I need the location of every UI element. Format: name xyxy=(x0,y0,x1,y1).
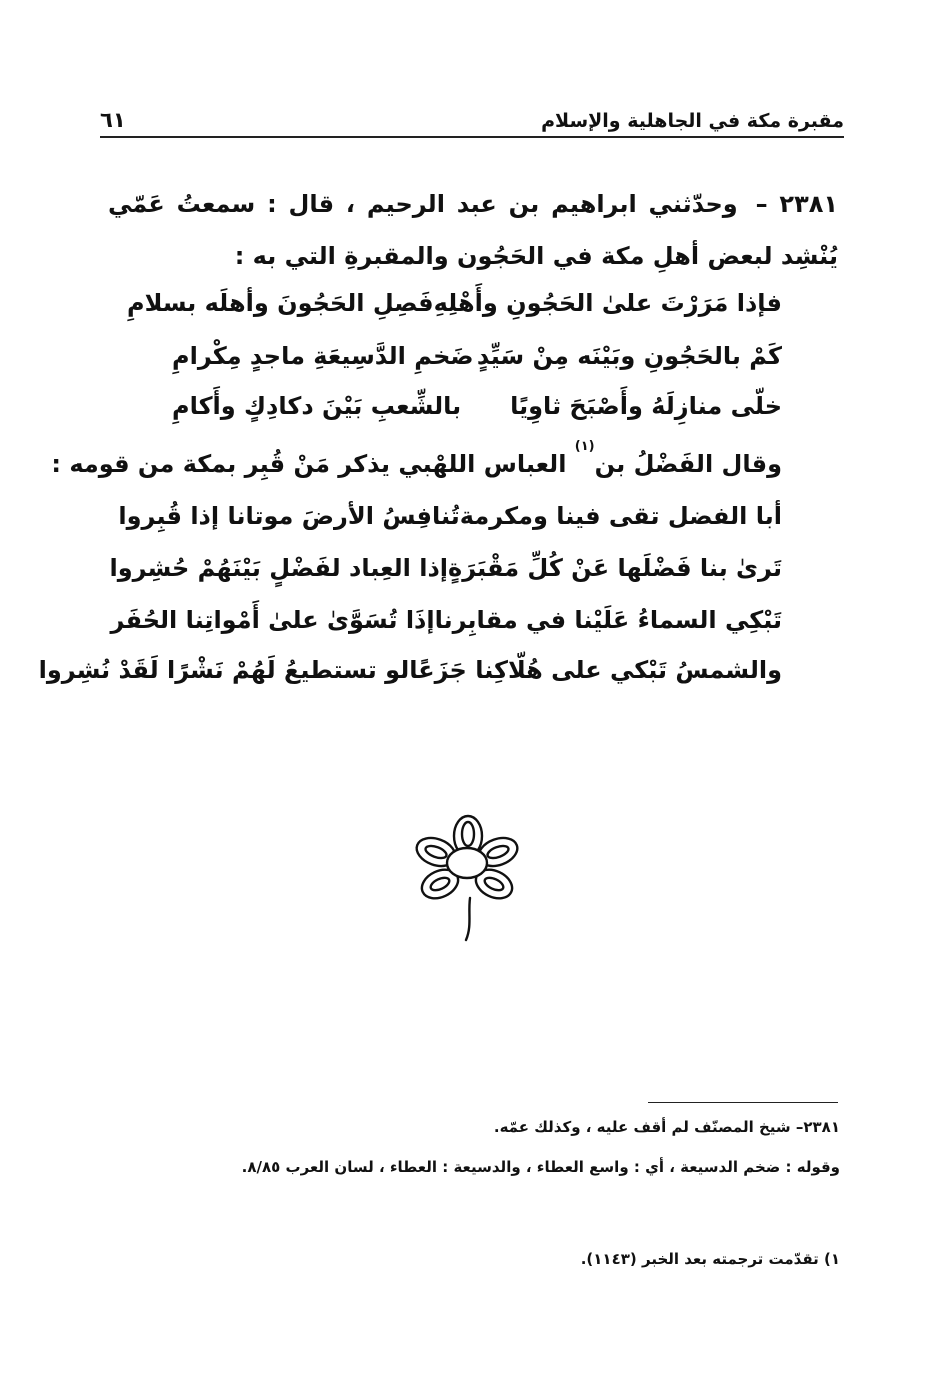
verse-first-hemistich: كَمْ بالحَجُونِ وبَيْنَه مِنْ سَيِّدٍ xyxy=(476,342,782,370)
footnote-1: ٢٣٨١– شيخ المصنّف لم أقف عليه ، وكذلك عمّه. xyxy=(493,1118,840,1136)
verse-second-hemistich: بالشِّعبِ بَيْنَ دكادِكٍ وأَكامِ xyxy=(172,392,462,420)
prose-after-ref: العباس اللهْبي يذكر مَنْ قُبِر بمكة من قومه : xyxy=(51,450,567,478)
verse-second-hemistich: إذَا تُسَوَّىٰ علىٰ أَمْواتِنا الحُفَر xyxy=(110,606,435,634)
prose-line xyxy=(51,439,782,488)
verse-second-hemistich: ضَخمِ الدَّسِيعَةِ ماجدٍ مِكْرامِ xyxy=(172,342,474,370)
verse-second-hemistich: فَصِلِ الحَجُونَ وأهلَه بسلامِ xyxy=(127,289,434,317)
poem2-verse-3 xyxy=(110,600,782,640)
poem2-verse-4 xyxy=(38,650,782,690)
page-number: ٦١ xyxy=(100,108,126,132)
verse-second-hemistich: لو تستطيعُ لَهُمْ نَشْرًا لَقَدْ نُشِروا xyxy=(38,656,410,684)
page-header xyxy=(100,96,844,138)
verse-first-hemistich: تَرىٰ بنا فَضْلَها عَنْ كُلِّ مَقْبَرَةٍ xyxy=(448,554,782,582)
footnote-divider xyxy=(648,1102,838,1103)
entry-number: ٢٣٨١ – xyxy=(755,190,839,218)
verse-second-hemistich: تُنافِسُ الأرضَ موتانا إذا قُبِروا xyxy=(118,502,460,530)
verse-first-hemistich: فإذا مَرَرْتَ علىٰ الحَجُونِ وأَهْلِهِ xyxy=(433,289,782,317)
verse-first-hemistich: والشمسُ تَبْكي على هُلّاكِنا جَزَعًا xyxy=(409,656,782,684)
flower-ornament-icon xyxy=(410,808,526,942)
prose-before-ref: وقال الفَضْلُ بن xyxy=(594,450,782,478)
footnote-ref-1: ١) تقدّمت ترجمته بعد الخبر (١١٤٣). xyxy=(580,1250,840,1268)
poem1-verse-1 xyxy=(127,283,782,323)
verse-first-hemistich: خلّى منازِلَهُ وأَصْبَحَ ثاوِيًا xyxy=(510,392,782,420)
poem2-verse-2 xyxy=(109,548,782,588)
verse-first-hemistich: أبا الفضل تقى فينا ومكرمة xyxy=(459,502,782,530)
poem2-verse-1 xyxy=(118,496,782,536)
poem1-verse-3 xyxy=(172,386,782,426)
entry-paragraph xyxy=(108,178,838,282)
footnote-ref: (١) xyxy=(574,439,595,454)
footnote-1-continuation: وقوله : ضخم الدسيعة ، أي : واسع العطاء ، والدسيعة : العطاء ، لسان العرب ٨/٨٥. xyxy=(241,1158,840,1176)
entry-text: وحدّثني ابراهيم بن عبد الرحيم ، قال : سمعتُ عَمّي يُنْشِد لبعض أهلِ مكة في الحَجُون والمقبرةِ التي به : xyxy=(108,190,838,270)
poem1-verse-2 xyxy=(172,336,782,376)
verse-second-hemistich: إذا العِباد لفَضْلٍ بَيْنَهُمْ حُشِروا xyxy=(109,554,449,582)
running-title: مقبرة مكة في الجاهلية والإسلام xyxy=(541,110,844,132)
verse-first-hemistich: تَبْكِي السماءُ عَلَيْنا في مقابِرنا xyxy=(434,606,782,634)
